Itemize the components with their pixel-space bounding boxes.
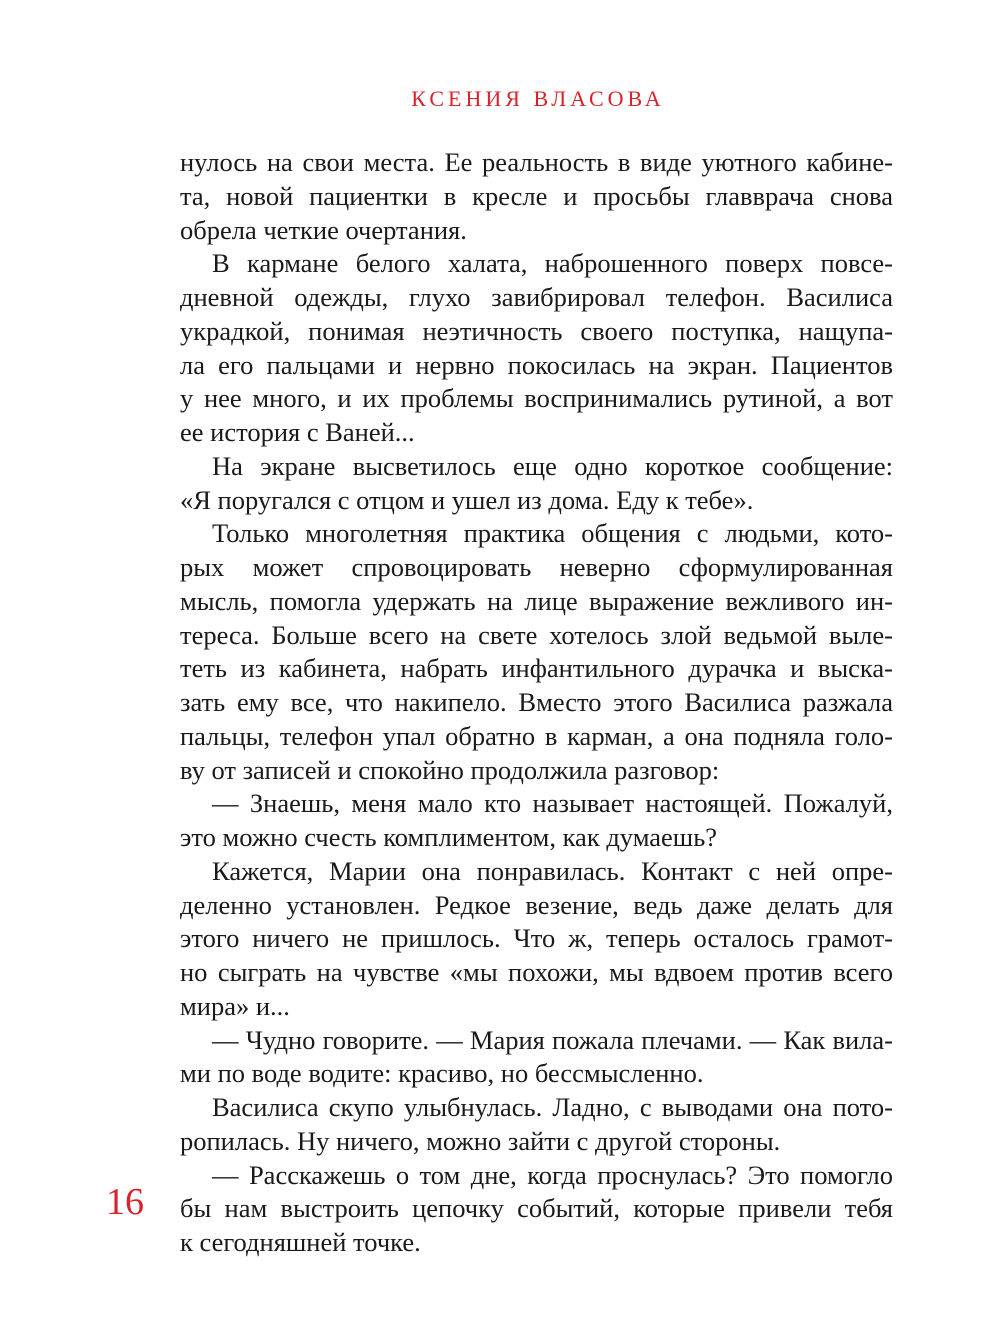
text-line: ву от записей и спокойно продолжила разговор:	[180, 754, 720, 785]
text-line: дневной одежды, глухо завибрировал телефон. Василиса	[180, 282, 893, 312]
text-line: — Чудно говорите. — Мария пожала плечами. — Как вила-	[212, 1024, 893, 1055]
text-line: ми по воде водите: красиво, но бессмысленно.	[180, 1058, 704, 1089]
text-line: деленно установлен. Редкое везение, ведь даже делать для	[180, 889, 893, 920]
text-line: этого ничего не пришлось. Что ж, теперь осталось грамот-	[180, 923, 893, 954]
text-line: ее история с Ваней...	[180, 417, 415, 447]
text-line: обрела четкие очертания.	[180, 214, 467, 245]
text-line: ропилась. Ну ничего, можно зайти с другой стороны.	[180, 1125, 781, 1156]
text-line: та, новой пациентки в кресле и просьбы главврача снова	[180, 180, 893, 211]
text-line: Кажется, Марии она понравилась. Контакт с ней опре-	[212, 855, 893, 886]
text-line: но сыграть на чувстве «мы похожи, мы вдвоем против всего	[180, 957, 893, 987]
text-line: тереса. Больше всего на свете хотелось злой ведьмой выле-	[180, 619, 893, 650]
text-line: пальцы, телефон упал обратно в карман, а она подняла голо-	[180, 720, 893, 751]
text-line: «Я поругался с отцом и ушел из дома. Еду к тебе».	[180, 484, 754, 515]
text-line: мысль, помогла удержать на лице выражение вежливого ин-	[180, 585, 893, 616]
text-line: рых может спровоцировать неверно сформулированная	[180, 552, 893, 582]
text-line: ла его пальцами и нервно покосилась на экран. Пациентов	[180, 349, 893, 380]
page-number: 16	[106, 1181, 144, 1223]
text-line: украдкой, понимая неэтичность своего поступка, нащупа-	[180, 315, 893, 346]
text-line: На экране высветилось еще одно короткое сообщение:	[212, 450, 893, 481]
text-line: теть из кабинета, набрать инфантильного дурачка и выска-	[180, 653, 893, 684]
running-head-author: КСЕНИЯ ВЛАСОВА	[411, 86, 665, 111]
text-line: Только многолетняя практика общения с людьми, кото-	[212, 518, 893, 549]
text-line: Василиса скупо улыбнулась. Ладно, с выводами она пото-	[212, 1092, 893, 1122]
text-line: у нее много, и их проблемы воспринимались рутиной, а вот	[180, 383, 893, 414]
text-line: бы нам выстроить цепочку событий, которые привели тебя	[180, 1193, 893, 1224]
text-line: В кармане белого халата, наброшенного поверх повсе-	[212, 248, 893, 279]
text-line: — Расскажешь о том дне, когда проснулась? Это помогло	[212, 1159, 893, 1190]
text-line: зать ему все, что накипело. Вместо этого Василиса разжала	[180, 687, 893, 717]
text-line: это можно счесть комплиментом, как думаешь?	[180, 822, 718, 852]
text-line: — Знаешь, меня мало кто называет настоящей. Пожалуй,	[212, 788, 893, 819]
text-line: мира» и...	[180, 990, 290, 1021]
body-text	[180, 146, 893, 1260]
text-line: нулось на свои места. Ее реальность в виде уютного кабине-	[180, 147, 893, 177]
text-line: к сегодняшней точке.	[180, 1227, 421, 1257]
